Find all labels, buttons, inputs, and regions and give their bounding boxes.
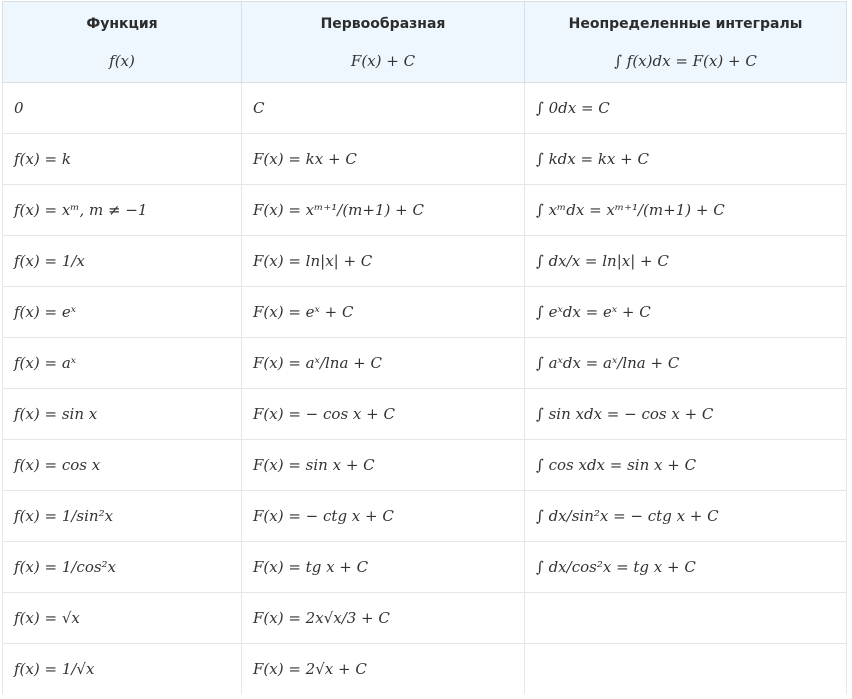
function-cell: f(x) = 1/√x (3, 644, 242, 695)
table-row (3, 338, 847, 389)
header-integral-title: Неопределенные интегралы (568, 16, 803, 32)
table-row (3, 644, 847, 695)
antiderivative-cell: F(x) = eˣ + C (242, 287, 525, 338)
antiderivative-cell: F(x) = tg x + C (242, 542, 525, 593)
integral-cell: ∫ kdx = kx + C (525, 134, 847, 185)
integral-cell: ∫ cos xdx = sin x + C (525, 440, 847, 491)
header-function-formula: f(x) (109, 52, 135, 70)
header-antiderivative-title: Первообразная (320, 16, 446, 32)
function-cell: f(x) = cos x (3, 440, 242, 491)
antiderivative-cell: F(x) = xᵐ⁺¹/(m+1) + C (242, 185, 525, 236)
antiderivative-cell: F(x) = 2x√x/3 + C (242, 593, 525, 644)
header-integral (525, 2, 847, 83)
integral-cell (525, 593, 847, 644)
antiderivative-cell: C (242, 83, 525, 134)
function-cell: f(x) = k (3, 134, 242, 185)
table-row (3, 287, 847, 338)
header-function-title: Функция (86, 16, 158, 32)
table-row (3, 440, 847, 491)
integral-cell: ∫ xᵐdx = xᵐ⁺¹/(m+1) + C (525, 185, 847, 236)
antiderivative-cell: F(x) = sin x + C (242, 440, 525, 491)
header-function (3, 2, 242, 83)
table-row (3, 542, 847, 593)
table-header-row (3, 2, 847, 83)
function-cell: f(x) = √x (3, 593, 242, 644)
header-antiderivative (242, 2, 525, 83)
table-row (3, 185, 847, 236)
table-row (3, 134, 847, 185)
antiderivative-cell: F(x) = aˣ/lna + C (242, 338, 525, 389)
antiderivative-cell: F(x) = ln|x| + C (242, 236, 525, 287)
integral-cell: ∫ dx/x = ln|x| + C (525, 236, 847, 287)
antiderivative-cell: F(x) = − cos x + C (242, 389, 525, 440)
table-row (3, 236, 847, 287)
function-cell: f(x) = 1/x (3, 236, 242, 287)
antiderivative-table (2, 1, 847, 694)
header-antiderivative-formula: F(x) + C (350, 52, 416, 70)
integral-cell: ∫ eˣdx = eˣ + C (525, 287, 847, 338)
antiderivative-cell: F(x) = 2√x + C (242, 644, 525, 695)
table-row (3, 593, 847, 644)
header-integral-formula: ∫ f(x)dx = F(x) + C (614, 52, 757, 70)
function-cell: f(x) = sin x (3, 389, 242, 440)
table-row (3, 389, 847, 440)
integral-cell: ∫ sin xdx = − cos x + C (525, 389, 847, 440)
integral-cell: ∫ 0dx = C (525, 83, 847, 134)
function-cell: f(x) = eˣ (3, 287, 242, 338)
table-row (3, 83, 847, 134)
integral-cell (525, 644, 847, 695)
function-cell: f(x) = xᵐ, m ≠ −1 (3, 185, 242, 236)
function-cell: 0 (3, 83, 242, 134)
antiderivative-cell: F(x) = − ctg x + C (242, 491, 525, 542)
antiderivative-cell: F(x) = kx + C (242, 134, 525, 185)
integral-cell: ∫ dx/cos²x = tg x + C (525, 542, 847, 593)
integral-cell: ∫ dx/sin²x = − ctg x + C (525, 491, 847, 542)
function-cell: f(x) = 1/cos²x (3, 542, 242, 593)
function-cell: f(x) = aˣ (3, 338, 242, 389)
integral-cell: ∫ aˣdx = aˣ/lna + C (525, 338, 847, 389)
table-row (3, 491, 847, 542)
function-cell: f(x) = 1/sin²x (3, 491, 242, 542)
